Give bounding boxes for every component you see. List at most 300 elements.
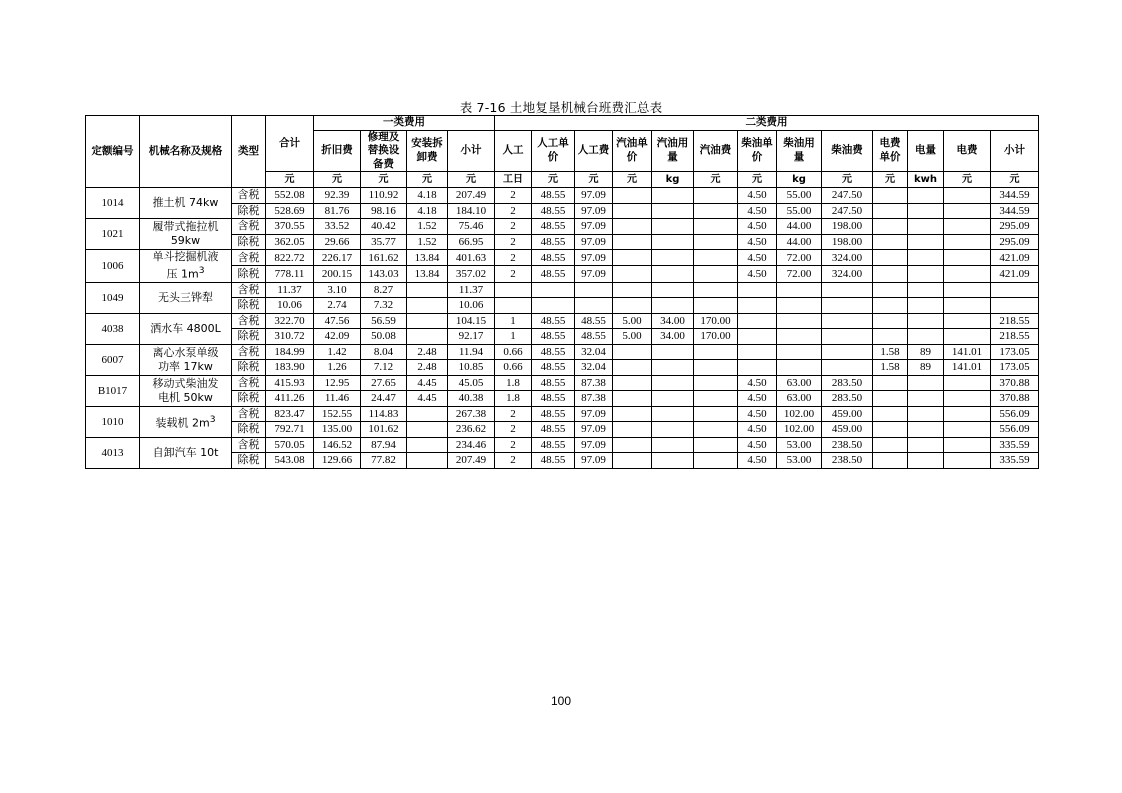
value-cell: 141.01 xyxy=(944,344,991,360)
value-cell: 357.02 xyxy=(448,266,495,282)
value-cell: 8.04 xyxy=(361,344,407,360)
value-cell xyxy=(613,219,652,235)
header-col: 修理及替换设备费 xyxy=(361,130,407,172)
value-cell xyxy=(407,406,448,422)
value-cell: 129.66 xyxy=(314,453,361,469)
value-cell xyxy=(873,219,908,235)
value-cell: 87.38 xyxy=(575,391,613,407)
value-cell xyxy=(944,313,991,329)
value-cell xyxy=(694,437,738,453)
tax-type: 含税 xyxy=(232,375,266,391)
value-cell: 63.00 xyxy=(777,391,822,407)
value-cell: 5.00 xyxy=(613,329,652,345)
value-cell xyxy=(694,266,738,282)
unit-cell: 元 xyxy=(694,172,738,188)
value-cell: 4.50 xyxy=(738,250,777,266)
value-cell: 778.11 xyxy=(266,266,314,282)
unit-cell: kwh xyxy=(908,172,944,188)
value-cell xyxy=(738,360,777,376)
value-cell: 4.50 xyxy=(738,453,777,469)
value-cell xyxy=(652,360,694,376)
value-cell: 173.05 xyxy=(991,344,1039,360)
value-cell xyxy=(613,437,652,453)
header-col: 人工费 xyxy=(575,130,613,172)
value-cell: 97.09 xyxy=(575,203,613,219)
value-cell: 283.50 xyxy=(822,391,873,407)
value-cell xyxy=(613,422,652,438)
value-cell xyxy=(873,266,908,282)
value-cell: 2 xyxy=(495,250,532,266)
value-cell: 4.50 xyxy=(738,391,777,407)
value-cell: 29.66 xyxy=(314,234,361,250)
header-total: 合计 xyxy=(266,116,314,172)
header-col: 电费单价 xyxy=(873,130,908,172)
value-cell: 34.00 xyxy=(652,313,694,329)
value-cell xyxy=(873,298,908,314)
machine-name: 离心水泵单级 功率 17kw xyxy=(140,344,232,375)
value-cell: 63.00 xyxy=(777,375,822,391)
value-cell: 11.46 xyxy=(314,391,361,407)
value-cell: 48.55 xyxy=(532,234,575,250)
value-cell: 13.84 xyxy=(407,266,448,282)
value-cell: 35.77 xyxy=(361,234,407,250)
unit-cell: 元 xyxy=(944,172,991,188)
unit-cell: 元 xyxy=(266,172,314,188)
value-cell xyxy=(873,234,908,250)
value-cell xyxy=(822,282,873,298)
value-cell: 335.59 xyxy=(991,453,1039,469)
value-cell: 101.62 xyxy=(361,422,407,438)
unit-cell: kg xyxy=(652,172,694,188)
value-cell: 98.16 xyxy=(361,203,407,219)
value-cell: 48.55 xyxy=(532,437,575,453)
value-cell: 161.62 xyxy=(361,250,407,266)
value-cell xyxy=(407,282,448,298)
value-cell: 4.45 xyxy=(407,391,448,407)
value-cell: 4.50 xyxy=(738,406,777,422)
value-cell xyxy=(652,250,694,266)
unit-cell: 元 xyxy=(991,172,1039,188)
header-col: 电量 xyxy=(908,130,944,172)
table-header xyxy=(86,116,1039,188)
tax-type: 除税 xyxy=(232,203,266,219)
value-cell xyxy=(908,266,944,282)
value-cell: 184.10 xyxy=(448,203,495,219)
value-cell xyxy=(944,203,991,219)
value-cell: 56.59 xyxy=(361,313,407,329)
value-cell xyxy=(873,453,908,469)
value-cell xyxy=(873,375,908,391)
value-cell: 415.93 xyxy=(266,375,314,391)
value-cell: 48.55 xyxy=(532,329,575,345)
value-cell: 1.58 xyxy=(873,360,908,376)
value-cell xyxy=(822,329,873,345)
value-cell: 238.50 xyxy=(822,453,873,469)
machine-code: B1017 xyxy=(86,375,140,406)
value-cell xyxy=(908,375,944,391)
machine-code: 1014 xyxy=(86,188,140,219)
value-cell: 370.55 xyxy=(266,219,314,235)
value-cell: 11.94 xyxy=(448,344,495,360)
value-cell: 184.99 xyxy=(266,344,314,360)
value-cell: 324.00 xyxy=(822,250,873,266)
value-cell xyxy=(652,234,694,250)
tax-type: 除税 xyxy=(232,453,266,469)
value-cell: 459.00 xyxy=(822,422,873,438)
value-cell: 48.55 xyxy=(532,360,575,376)
value-cell: 1.42 xyxy=(314,344,361,360)
value-cell xyxy=(652,203,694,219)
value-cell: 2 xyxy=(495,188,532,204)
value-cell xyxy=(944,406,991,422)
value-cell: 75.46 xyxy=(448,219,495,235)
value-cell xyxy=(613,188,652,204)
value-cell: 97.09 xyxy=(575,406,613,422)
value-cell: 2.48 xyxy=(407,360,448,376)
value-cell xyxy=(407,437,448,453)
value-cell: 141.01 xyxy=(944,360,991,376)
tax-type: 除税 xyxy=(232,266,266,282)
value-cell xyxy=(944,219,991,235)
machine-name: 无头三铧犁 xyxy=(140,282,232,313)
value-cell: 1.52 xyxy=(407,234,448,250)
value-cell: 170.00 xyxy=(694,329,738,345)
machine-code: 6007 xyxy=(86,344,140,375)
value-cell xyxy=(694,250,738,266)
value-cell: 295.09 xyxy=(991,234,1039,250)
value-cell xyxy=(694,298,738,314)
value-cell xyxy=(991,282,1039,298)
value-cell xyxy=(694,282,738,298)
value-cell: 53.00 xyxy=(777,437,822,453)
value-cell: 11.37 xyxy=(448,282,495,298)
value-cell xyxy=(777,298,822,314)
value-cell: 66.95 xyxy=(448,234,495,250)
value-cell: 218.55 xyxy=(991,313,1039,329)
value-cell: 102.00 xyxy=(777,422,822,438)
value-cell: 10.06 xyxy=(448,298,495,314)
value-cell xyxy=(908,313,944,329)
value-cell: 97.09 xyxy=(575,266,613,282)
value-cell xyxy=(908,219,944,235)
value-cell: 370.88 xyxy=(991,391,1039,407)
value-cell xyxy=(873,437,908,453)
machine-code: 4013 xyxy=(86,437,140,468)
value-cell: 4.50 xyxy=(738,219,777,235)
value-cell: 421.09 xyxy=(991,250,1039,266)
value-cell: 543.08 xyxy=(266,453,314,469)
machine-code: 4038 xyxy=(86,313,140,344)
value-cell: 4.45 xyxy=(407,375,448,391)
value-cell xyxy=(944,329,991,345)
value-cell: 1 xyxy=(495,313,532,329)
value-cell: 2 xyxy=(495,406,532,422)
value-cell: 72.00 xyxy=(777,266,822,282)
value-cell: 207.49 xyxy=(448,453,495,469)
value-cell: 48.55 xyxy=(532,344,575,360)
value-cell: 135.00 xyxy=(314,422,361,438)
value-cell: 11.37 xyxy=(266,282,314,298)
value-cell: 42.09 xyxy=(314,329,361,345)
header-type: 类型 xyxy=(232,116,266,188)
value-cell xyxy=(613,360,652,376)
header-col: 小计 xyxy=(991,130,1039,172)
value-cell xyxy=(694,219,738,235)
value-cell: 7.32 xyxy=(361,298,407,314)
value-cell xyxy=(694,203,738,219)
value-cell: 822.72 xyxy=(266,250,314,266)
value-cell xyxy=(908,437,944,453)
value-cell xyxy=(822,298,873,314)
value-cell: 411.26 xyxy=(266,391,314,407)
value-cell: 556.09 xyxy=(991,406,1039,422)
value-cell: 2 xyxy=(495,219,532,235)
value-cell xyxy=(873,313,908,329)
tax-type: 含税 xyxy=(232,406,266,422)
value-cell: 267.38 xyxy=(448,406,495,422)
value-cell xyxy=(613,453,652,469)
value-cell xyxy=(908,406,944,422)
value-cell: 143.03 xyxy=(361,266,407,282)
page-number: 100 xyxy=(550,694,572,708)
value-cell: 322.70 xyxy=(266,313,314,329)
value-cell: 27.65 xyxy=(361,375,407,391)
machine-code: 1021 xyxy=(86,219,140,250)
header-col: 汽油用量 xyxy=(652,130,694,172)
value-cell xyxy=(777,282,822,298)
value-cell xyxy=(908,453,944,469)
value-cell: 32.04 xyxy=(575,360,613,376)
value-cell xyxy=(652,344,694,360)
table-row xyxy=(86,188,1039,204)
value-cell: 7.12 xyxy=(361,360,407,376)
table-row xyxy=(86,437,1039,453)
value-cell xyxy=(908,329,944,345)
value-cell: 344.59 xyxy=(991,188,1039,204)
value-cell: 97.09 xyxy=(575,219,613,235)
value-cell: 48.55 xyxy=(532,219,575,235)
value-cell xyxy=(944,266,991,282)
value-cell: 48.55 xyxy=(532,422,575,438)
value-cell: 110.92 xyxy=(361,188,407,204)
value-cell xyxy=(407,329,448,345)
value-cell: 247.50 xyxy=(822,188,873,204)
tax-type: 含税 xyxy=(232,282,266,298)
value-cell xyxy=(908,282,944,298)
tax-type: 除税 xyxy=(232,391,266,407)
value-cell xyxy=(873,188,908,204)
value-cell: 2 xyxy=(495,422,532,438)
value-cell xyxy=(613,406,652,422)
value-cell: 34.00 xyxy=(652,329,694,345)
header-col: 人工单价 xyxy=(532,130,575,172)
value-cell: 3.10 xyxy=(314,282,361,298)
value-cell xyxy=(822,360,873,376)
value-cell: 236.62 xyxy=(448,422,495,438)
unit-cell: 元 xyxy=(361,172,407,188)
value-cell xyxy=(777,360,822,376)
value-cell: 556.09 xyxy=(991,422,1039,438)
value-cell: 89 xyxy=(908,344,944,360)
value-cell xyxy=(991,298,1039,314)
value-cell: 102.00 xyxy=(777,406,822,422)
value-cell xyxy=(532,298,575,314)
value-cell xyxy=(873,391,908,407)
value-cell xyxy=(613,298,652,314)
value-cell xyxy=(652,453,694,469)
value-cell xyxy=(575,282,613,298)
value-cell xyxy=(908,188,944,204)
value-cell xyxy=(944,250,991,266)
machine-name: 洒水车 4800L xyxy=(140,313,232,344)
value-cell xyxy=(613,250,652,266)
value-cell xyxy=(944,282,991,298)
value-cell xyxy=(873,250,908,266)
value-cell: 97.09 xyxy=(575,437,613,453)
value-cell: 77.82 xyxy=(361,453,407,469)
tax-type: 含税 xyxy=(232,219,266,235)
value-cell: 310.72 xyxy=(266,329,314,345)
value-cell: 92.39 xyxy=(314,188,361,204)
machine-name: 装载机 $2m^3$ xyxy=(140,406,232,437)
value-cell: 48.55 xyxy=(532,313,575,329)
value-cell: 45.05 xyxy=(448,375,495,391)
machine-code: 1006 xyxy=(86,250,140,283)
value-cell: 146.52 xyxy=(314,437,361,453)
value-cell: 2 xyxy=(495,234,532,250)
unit-cell: kg xyxy=(777,172,822,188)
table-row xyxy=(86,282,1039,298)
value-cell xyxy=(407,453,448,469)
unit-cell: 元 xyxy=(822,172,873,188)
value-cell: 1.58 xyxy=(873,344,908,360)
table-row xyxy=(86,406,1039,422)
tax-type: 含税 xyxy=(232,313,266,329)
table-row xyxy=(86,219,1039,235)
value-cell: 2 xyxy=(495,453,532,469)
value-cell xyxy=(738,298,777,314)
value-cell: 198.00 xyxy=(822,234,873,250)
header-col: 人工 xyxy=(495,130,532,172)
value-cell: 55.00 xyxy=(777,203,822,219)
value-cell: 4.50 xyxy=(738,437,777,453)
unit-cell: 元 xyxy=(738,172,777,188)
value-cell: 2 xyxy=(495,203,532,219)
unit-cell: 元 xyxy=(314,172,361,188)
unit-cell: 元 xyxy=(613,172,652,188)
header-col: 小计 xyxy=(448,130,495,172)
value-cell: 104.15 xyxy=(448,313,495,329)
value-cell: 401.63 xyxy=(448,250,495,266)
value-cell: 4.50 xyxy=(738,266,777,282)
value-cell xyxy=(777,344,822,360)
value-cell: 48.55 xyxy=(532,391,575,407)
value-cell: 1.8 xyxy=(495,391,532,407)
tax-type: 含税 xyxy=(232,344,266,360)
value-cell xyxy=(944,298,991,314)
tax-type: 含税 xyxy=(232,437,266,453)
machine-name: 单斗挖掘机液 压 $1m^3$ xyxy=(140,250,232,283)
machine-code: 1010 xyxy=(86,406,140,437)
value-cell xyxy=(694,360,738,376)
value-cell xyxy=(407,298,448,314)
value-cell: 370.88 xyxy=(991,375,1039,391)
value-cell: 48.55 xyxy=(532,250,575,266)
tax-type: 含税 xyxy=(232,250,266,266)
value-cell: 48.55 xyxy=(575,313,613,329)
machine-shift-cost-table xyxy=(85,115,1039,469)
value-cell: 362.05 xyxy=(266,234,314,250)
value-cell: 552.08 xyxy=(266,188,314,204)
value-cell: 33.52 xyxy=(314,219,361,235)
value-cell xyxy=(873,282,908,298)
value-cell: 200.15 xyxy=(314,266,361,282)
value-cell: 1.52 xyxy=(407,219,448,235)
value-cell: 283.50 xyxy=(822,375,873,391)
table-row xyxy=(86,344,1039,360)
header-col: 柴油用量 xyxy=(777,130,822,172)
value-cell: 234.46 xyxy=(448,437,495,453)
unit-cell: 元 xyxy=(873,172,908,188)
value-cell: 198.00 xyxy=(822,219,873,235)
value-cell xyxy=(873,406,908,422)
machine-name: 移动式柴油发 电机 50kw xyxy=(140,375,232,406)
value-cell xyxy=(944,188,991,204)
value-cell: 72.00 xyxy=(777,250,822,266)
value-cell xyxy=(613,234,652,250)
tax-type: 除税 xyxy=(232,329,266,345)
value-cell xyxy=(575,298,613,314)
value-cell xyxy=(694,234,738,250)
value-cell xyxy=(873,422,908,438)
unit-cell: 元 xyxy=(448,172,495,188)
value-cell: 5.00 xyxy=(613,313,652,329)
header-col: 汽油单价 xyxy=(613,130,652,172)
value-cell: 24.47 xyxy=(361,391,407,407)
value-cell: 97.09 xyxy=(575,453,613,469)
value-cell xyxy=(495,282,532,298)
value-cell: 4.50 xyxy=(738,188,777,204)
value-cell: 97.09 xyxy=(575,234,613,250)
header-group-1: 一类费用 xyxy=(314,116,495,131)
value-cell: 0.66 xyxy=(495,344,532,360)
tax-type: 除税 xyxy=(232,234,266,250)
header-col: 柴油单价 xyxy=(738,130,777,172)
value-cell xyxy=(873,203,908,219)
value-cell: 48.55 xyxy=(532,375,575,391)
value-cell xyxy=(613,282,652,298)
header-name: 机械名称及规格 xyxy=(140,116,232,188)
value-cell xyxy=(652,282,694,298)
value-cell: 47.56 xyxy=(314,313,361,329)
value-cell: 48.55 xyxy=(532,188,575,204)
value-cell: 87.38 xyxy=(575,375,613,391)
value-cell xyxy=(944,234,991,250)
value-cell: 170.00 xyxy=(694,313,738,329)
value-cell: 335.59 xyxy=(991,437,1039,453)
value-cell: 173.05 xyxy=(991,360,1039,376)
value-cell xyxy=(777,329,822,345)
value-cell: 4.50 xyxy=(738,234,777,250)
tax-type: 除税 xyxy=(232,360,266,376)
value-cell: 48.55 xyxy=(532,453,575,469)
value-cell: 152.55 xyxy=(314,406,361,422)
value-cell: 459.00 xyxy=(822,406,873,422)
tax-type: 除税 xyxy=(232,422,266,438)
value-cell: 2 xyxy=(495,266,532,282)
value-cell: 53.00 xyxy=(777,453,822,469)
value-cell: 207.49 xyxy=(448,188,495,204)
